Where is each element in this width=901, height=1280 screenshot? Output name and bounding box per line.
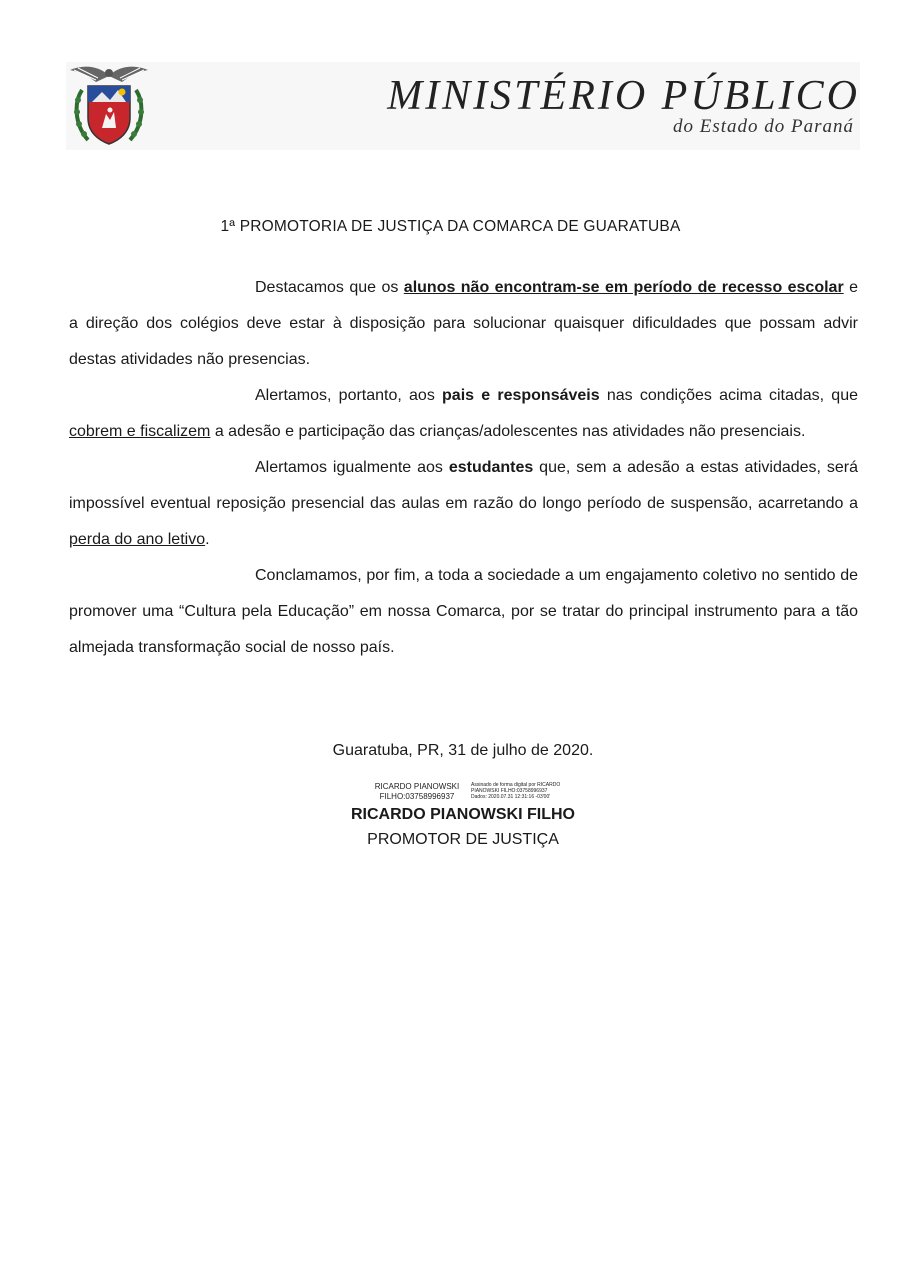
p3-underlined: perda do ano letivo xyxy=(69,531,206,548)
p1-text-end: e a direção dos colégios deve estar à disposição para solucionar quaisquer dificuldades que possam advir destas atividades não presencias. xyxy=(69,279,859,368)
signature-note-line2: PIANOWSKI FILHO:03758996937 xyxy=(471,788,548,794)
paragraph-4 xyxy=(69,558,858,666)
letterhead xyxy=(66,62,860,150)
p3-emphasis: estudantes xyxy=(448,459,534,476)
place-date: Guaratuba, PR, 31 de julho de 2020. xyxy=(332,742,594,759)
paragraph-3 xyxy=(69,450,858,558)
signature-name xyxy=(367,782,467,802)
document-body xyxy=(69,270,858,666)
signer-role: PROMOTOR DE JUSTIÇA xyxy=(367,831,559,848)
signature-note-line1: Assinado de forma digital por RICARDO xyxy=(471,782,561,788)
p1-emphasis: alunos não encontram-se em período de recesso escolar xyxy=(403,279,844,296)
paragraph-2 xyxy=(69,378,858,450)
parana-coat-of-arms-icon xyxy=(66,62,152,150)
paragraph-1 xyxy=(69,270,858,378)
p3-text: Alertamos igualmente aos xyxy=(255,459,449,476)
organization-subtitle: do Estado do Paraná xyxy=(672,116,854,137)
signature-name-line1: RICARDO PIANOWSKI xyxy=(374,782,460,791)
signature-name-line2: FILHO:03758996937 xyxy=(379,792,455,801)
p2-text-end: a adesão e participação das crianças/adolescentes nas atividades não presenciais. xyxy=(210,423,806,440)
p1-text: Destacamos que os xyxy=(255,279,404,296)
p3-text-mid: que, sem a adesão a estas atividades, será impossível eventual reposição presencial das aulas em razão do longo período de suspensão, acarretando a xyxy=(69,459,859,512)
promotoria-heading: 1ª PROMOTORIA DE JUSTIÇA DA COMARCA DE GUARATUBA xyxy=(220,218,681,235)
p3-text-end: . xyxy=(205,531,210,548)
p2-text-mid: nas condições acima citadas, que xyxy=(599,387,858,404)
p2-emphasis: pais e responsáveis xyxy=(442,387,600,404)
organization-title: MINISTÉRIO PÚBLICO xyxy=(387,73,860,119)
signature-note xyxy=(471,782,587,800)
p4-text: Conclamamos, por fim, a toda a sociedade a um engajamento coletivo no sentido de promover uma “Cultura pela Educação” em nossa Comarca, por se tratar do principal instrumento para a tão almejada transformação social de nosso país. xyxy=(69,567,858,656)
p2-text: Alertamos, portanto, aos xyxy=(255,387,443,404)
signer-name: RICARDO PIANOWSKI FILHO xyxy=(351,806,575,823)
digital-signature-stamp xyxy=(367,782,587,806)
p2-underlined: cobrem e fiscalizem xyxy=(69,423,211,440)
signature-note-line3: Dados: 2020.07.31 12:31:16 -03'00' xyxy=(471,794,551,800)
